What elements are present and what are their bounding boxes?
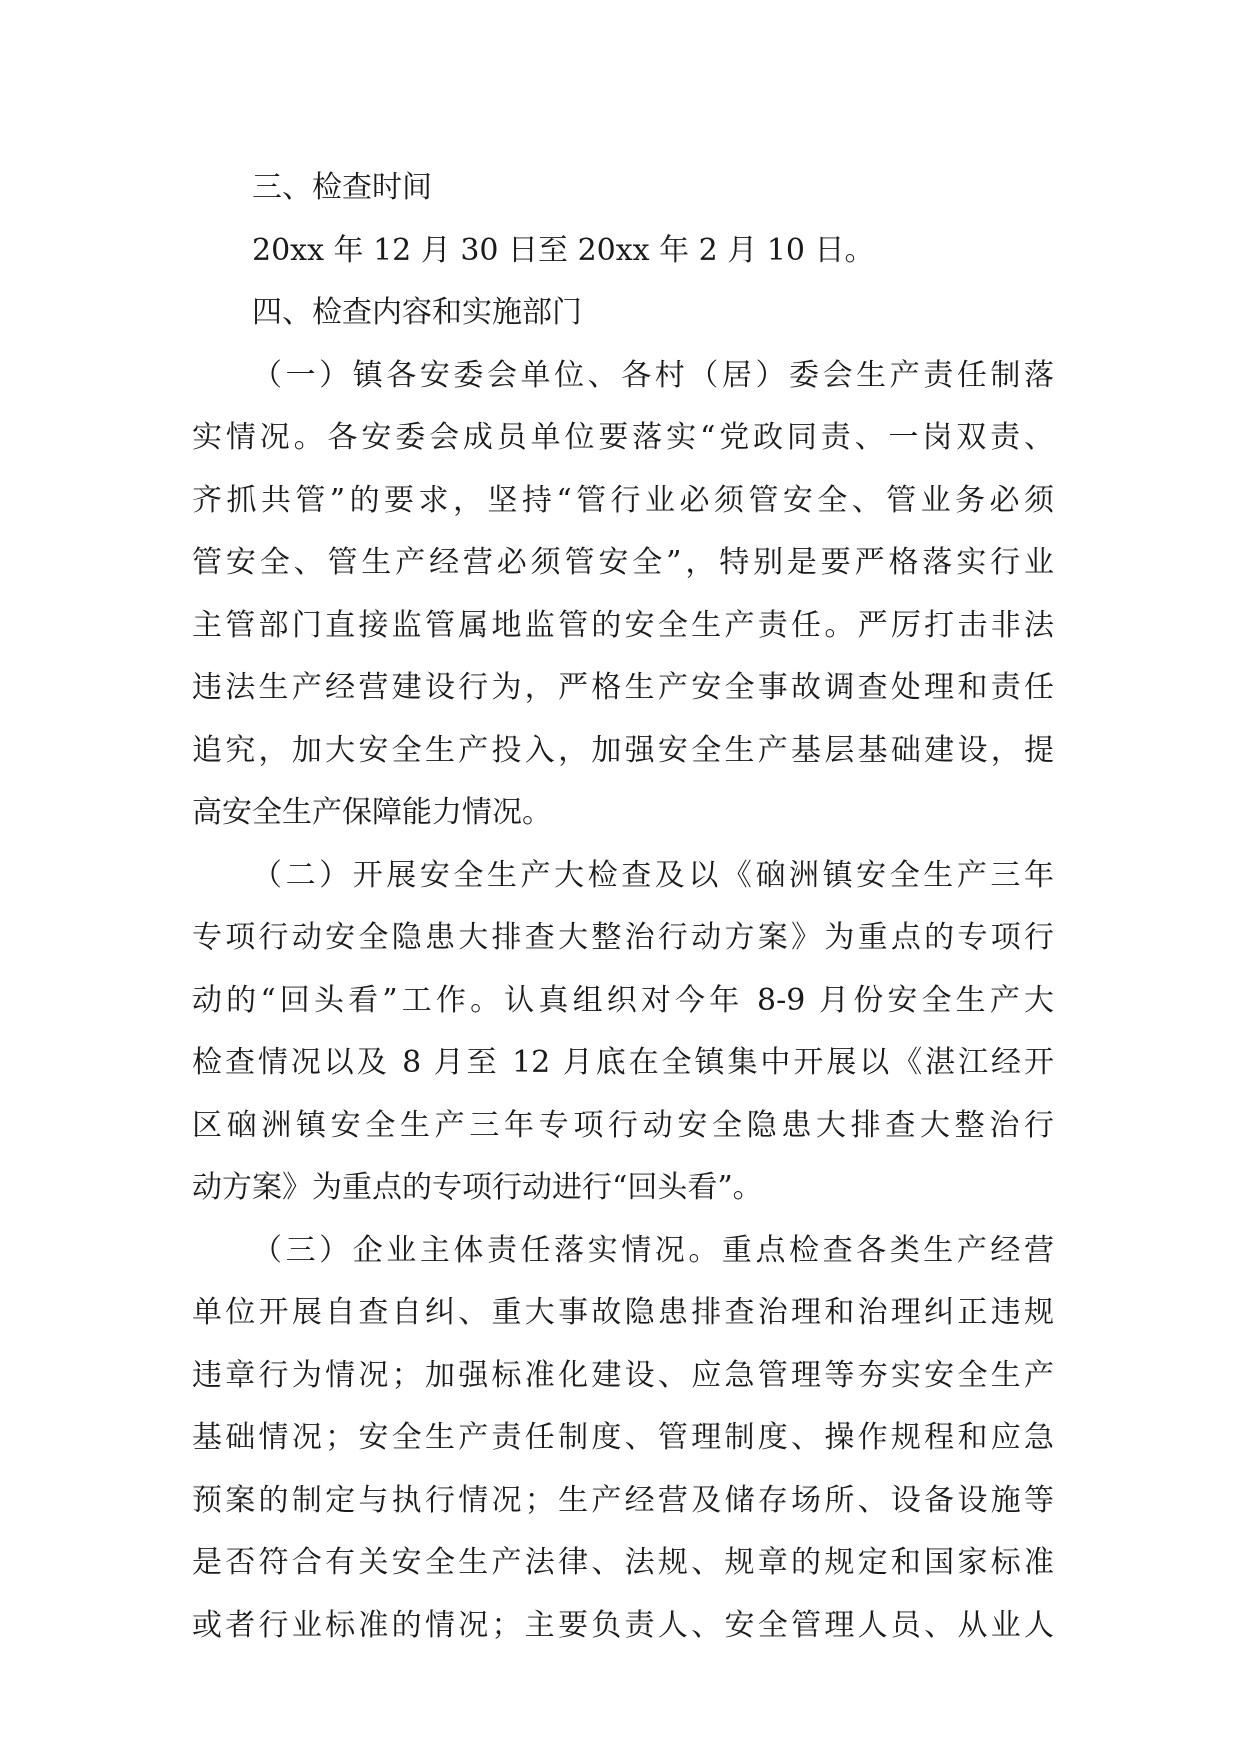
document-body: [192, 157, 1054, 1657]
paragraph-line: 违章行为情况；加强标准化建设、应急管理等夯实安全生产: [192, 1357, 1054, 1393]
paragraph-line: 齐抓共管”的要求，坚持“管行业必须管安全、管业务必须: [192, 482, 1054, 518]
paragraph-1: [192, 345, 1054, 845]
paragraph-line: 实情况。各安委会成员单位要落实“党政同责、一岗双责、: [192, 420, 1054, 455]
paragraph-line: 主管部门直接监管属地监管的安全生产责任。严厉打击非法: [192, 607, 1054, 643]
paragraph-line: 基础情况；安全生产责任制度、管理制度、操作规程和应急: [192, 1420, 1054, 1455]
paragraph-line: （三）企业主体责任落实情况。重点检查各类生产经营: [252, 1232, 1054, 1268]
paragraph-line: （二）开展安全生产大检查及以《硇洲镇安全生产三年: [252, 857, 1054, 893]
paragraph-line: 单位开展自查自纠、重大事故隐患排查治理和治理纠正违规: [192, 1295, 1054, 1330]
paragraph-line: （一）镇各安委会单位、各村（居）委会生产责任制落: [252, 357, 1054, 393]
paragraph-line: 追究，加大安全生产投入，加强安全生产基层基础建设，提: [192, 732, 1054, 768]
paragraph-line: 检查情况以及 8 月至 12 月底在全镇集中开展以《湛江经开: [192, 1045, 1054, 1080]
paragraph-line: 预案的制定与执行情况；生产经营及储存场所、设备设施等: [192, 1482, 1054, 1518]
section-heading-inspection-content: 四、检查内容和实施部门: [252, 295, 582, 330]
paragraph-line: 区硇洲镇安全生产三年专项行动安全隐患大排查大整治行: [192, 1107, 1054, 1143]
paragraph-line: 动的“回头看”工作。认真组织对今年 8-9 月份安全生产大: [192, 982, 1054, 1018]
paragraph-line: 动方案》为重点的专项行动进行“回头看”。: [192, 1170, 763, 1205]
paragraph-line: 高安全生产保障能力情况。: [192, 795, 552, 830]
paragraph-line: 管安全、管生产经营必须管安全”，特别是要严格落实行业: [192, 545, 1054, 580]
paragraph-line: 专项行动安全隐患大排查大整治行动方案》为重点的专项行: [192, 920, 1054, 955]
paragraph-3: [192, 1220, 1054, 1658]
section-heading-inspection-time: 三、检查时间: [252, 170, 432, 205]
paragraph-line: 违法生产经营建设行为，严格生产安全事故调查处理和责任: [192, 670, 1054, 705]
paragraph-line: 是否符合有关安全生产法律、法规、规章的规定和国家标准: [192, 1545, 1054, 1580]
inspection-time-text: 20xx 年 12 月 30 日至 20xx 年 2 月 10 日。: [252, 232, 875, 268]
paragraph-2: [192, 845, 1054, 1220]
paragraph-line: 或者行业标准的情况；主要负责人、安全管理人员、从业人: [192, 1607, 1054, 1643]
